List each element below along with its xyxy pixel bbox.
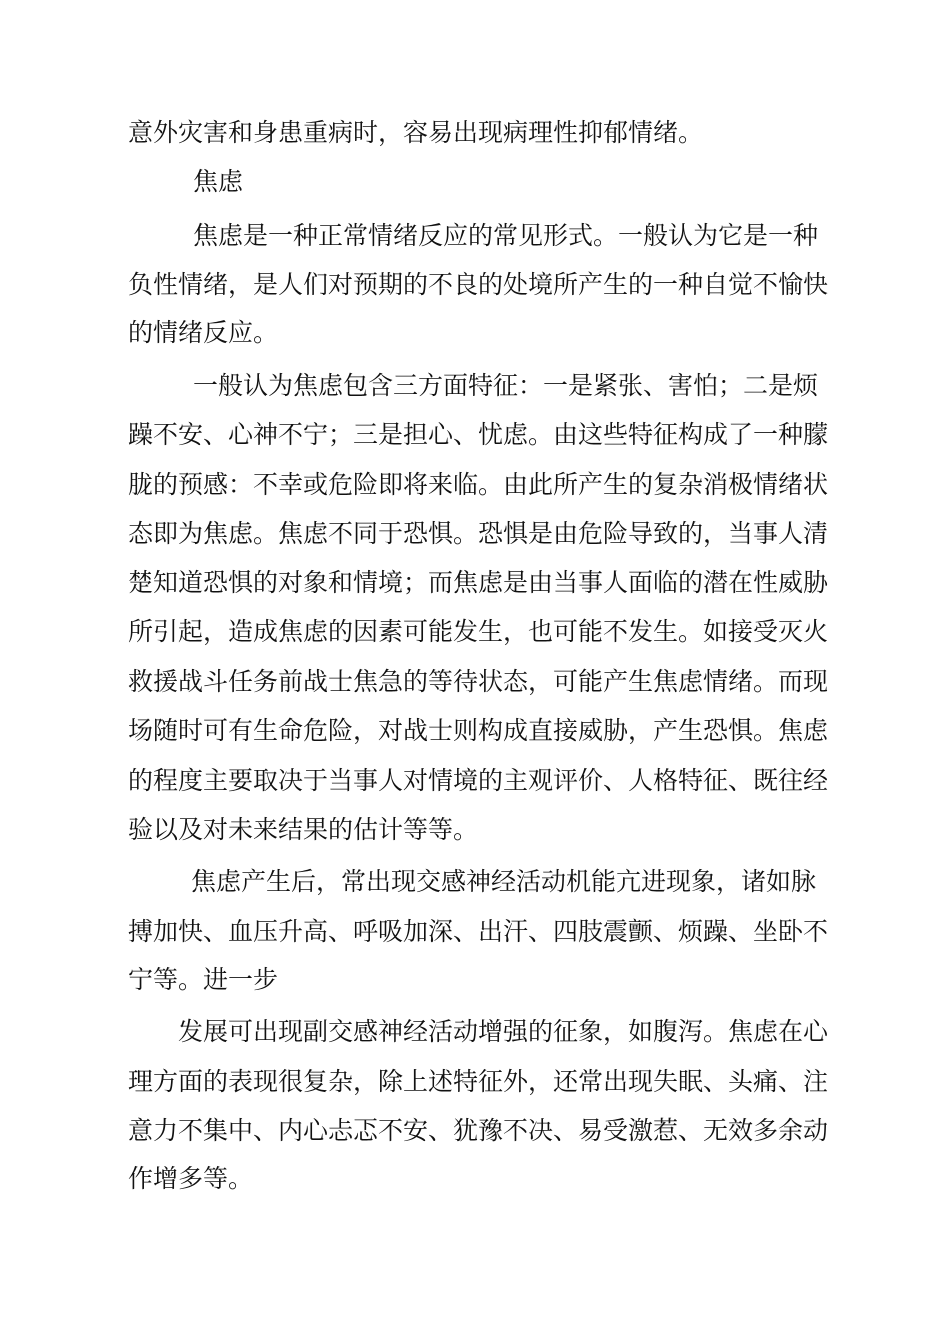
text-line-9: 态即为焦虑。焦虑不同于恐惧。恐惧是由危险导致的，当事人清 (128, 519, 829, 548)
text-line-3: 焦虑是一种正常情绪反应的常见形式。一般认为它是一种 (193, 221, 819, 250)
text-line-11: 所引起，造成焦虑的因素可能发生，也可能不发生。如接受灭火 (128, 617, 829, 646)
section-heading: 焦虑 (193, 167, 244, 196)
text-line-21: 意力不集中、内心忐忑不安、犹豫不决、易受激惹、无效多余动 (128, 1116, 829, 1145)
text-line-1: 意外灾害和身患重病时，容易出现病理性抑郁情绪。 (128, 118, 704, 147)
text-line-16: 焦虑产生后，常出现交感神经活动机能亢进现象，诸如脉 (191, 867, 817, 896)
text-line-20: 理方面的表现很复杂，除上述特征外，还常出现失眠、头痛、注 (128, 1067, 829, 1096)
text-line-4: 负性情绪，是人们对预期的不良的处境所产生的一种自觉不愉快 (128, 270, 829, 299)
text-line-5: 的情绪反应。 (128, 318, 279, 347)
text-line-19: 发展可出现副交感神经活动增强的征象，如腹泻。焦虑在心 (178, 1017, 829, 1046)
text-line-7: 躁不安、心神不宁；三是担心、忧虑。由这些特征构成了一种朦 (128, 420, 829, 449)
text-line-6: 一般认为焦虑包含三方面特征：一是紧张、害怕；二是烦 (193, 371, 819, 400)
text-line-18: 宁等。进一步 (128, 965, 279, 994)
text-line-17: 搏加快、血压升高、呼吸加深、出汗、四肢震颤、烦躁、坐卧不 (128, 917, 829, 946)
text-line-13: 场随时可有生命危险，对战士则构成直接威胁，产生恐惧。焦虑 (128, 716, 829, 745)
text-line-12: 救援战斗任务前战士焦急的等待状态，可能产生焦虑情绪。而现 (128, 667, 829, 696)
text-line-22: 作增多等。 (128, 1164, 254, 1193)
text-line-8: 胧的预感：不幸或危险即将来临。由此所产生的复杂消极情绪状 (128, 470, 829, 499)
text-line-10: 楚知道恐惧的对象和情境；而焦虑是由当事人面临的潜在性威胁 (128, 568, 829, 597)
text-line-15: 验以及对未来结果的估计等等。 (128, 815, 479, 844)
text-line-14: 的程度主要取决于当事人对情境的主观评价、人格特征、既往经 (128, 766, 829, 795)
